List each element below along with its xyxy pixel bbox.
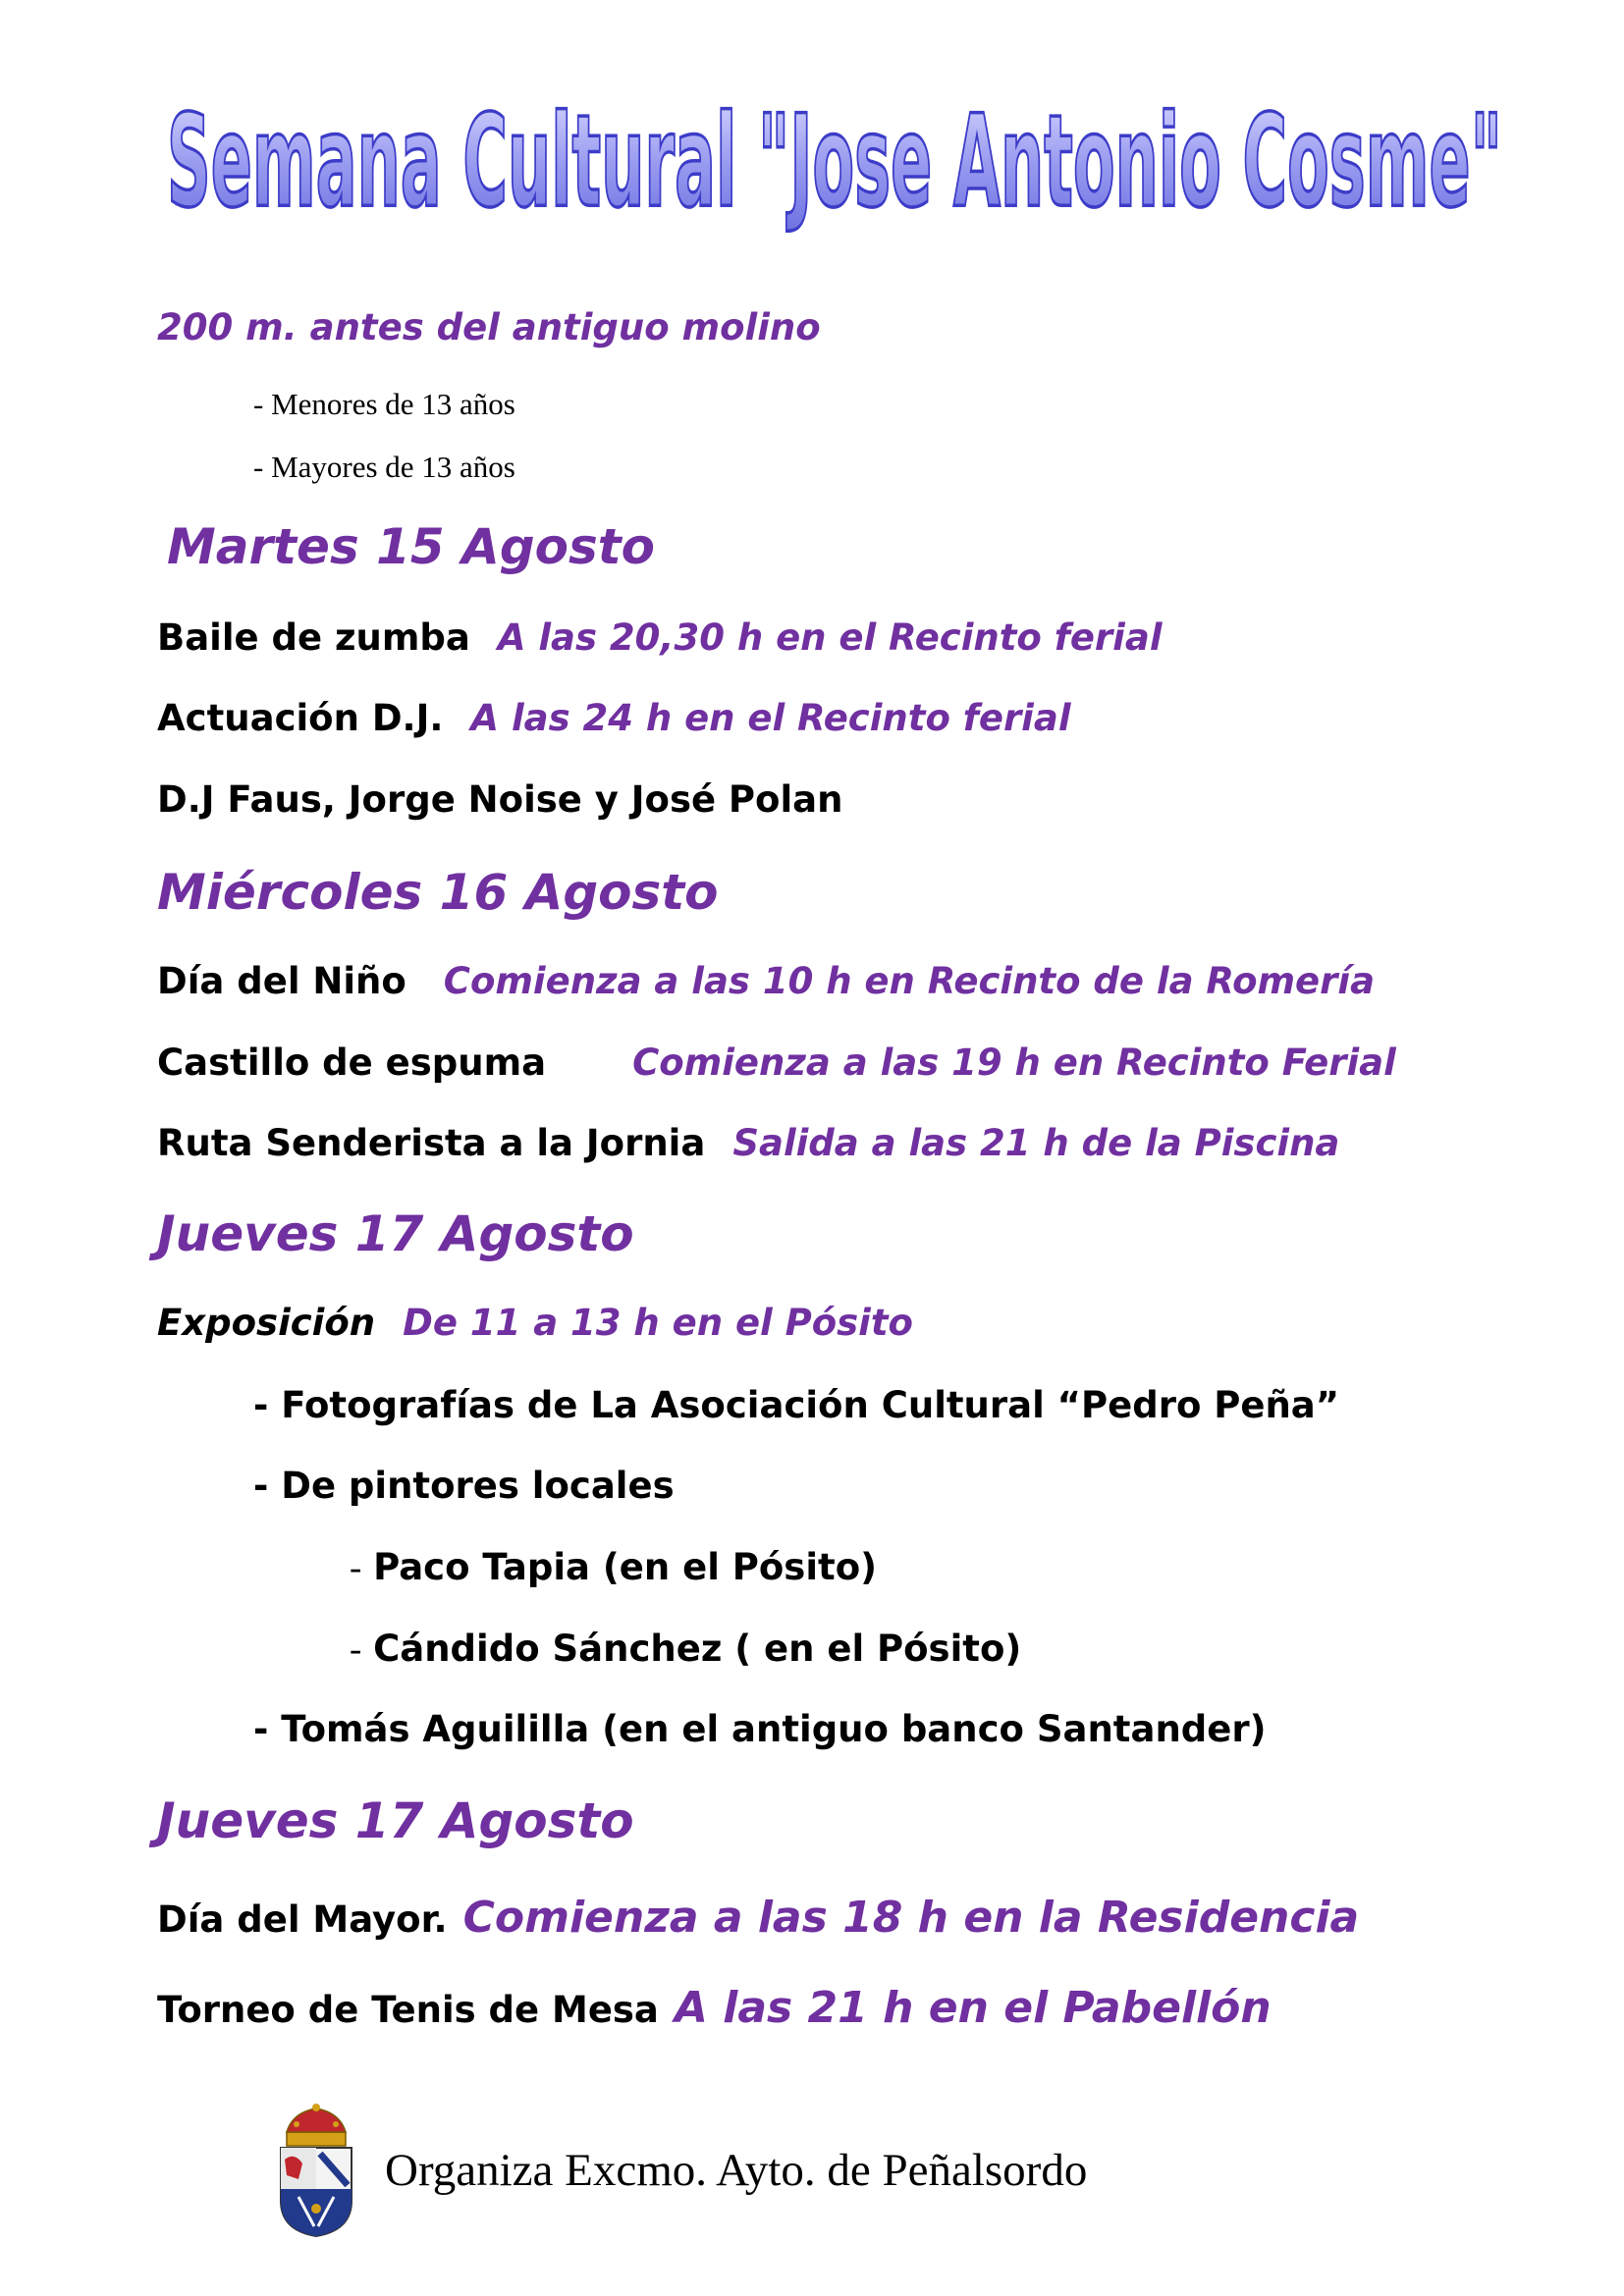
sub-dash: - <box>350 1629 362 1670</box>
page-title <box>157 69 1512 236</box>
painter-name: Cándido Sánchez ( en el Pósito) <box>373 1628 1022 1670</box>
event-detail: Salida a las 21 h de la Piscina <box>732 1122 1340 1164</box>
event-row <box>157 1983 1272 2033</box>
event-row <box>157 616 1163 659</box>
event-detail: De 11 a 13 h en el Pósito <box>403 1302 913 1344</box>
day-heading-miercoles: Miércoles 16 Agosto <box>157 864 719 921</box>
sub-dash: - <box>350 1548 362 1588</box>
exhibit-item: - De pintores locales <box>253 1465 675 1507</box>
event-name: Día del Niño <box>157 960 406 1002</box>
event-detail: Comienza a las 19 h en Recinto Ferial <box>632 1041 1396 1084</box>
event-row <box>157 697 1071 739</box>
intro-item-minors: - Menores de 13 años <box>253 387 515 421</box>
day-heading-jueves-2: Jueves 17 Agosto <box>157 1792 634 1849</box>
event-row <box>157 960 1375 1002</box>
intro-location: 200 m. antes del antiguo molino <box>157 306 821 348</box>
event-row <box>157 1893 1359 1943</box>
event-name: Castillo de espuma <box>157 1041 547 1084</box>
event-detail: A las 24 h en el Recinto ferial <box>470 697 1071 739</box>
exhibit-subitem <box>350 1546 877 1589</box>
event-row <box>157 1122 1339 1164</box>
event-name: Actuación D.J. <box>157 697 444 739</box>
exhibit-subitem <box>350 1628 1021 1671</box>
intro-item-adults: - Mayores de 13 años <box>253 450 515 484</box>
painter-name: Paco Tapia (en el Pósito) <box>373 1546 878 1588</box>
event-detail: Comienza a las 10 h en Recinto de la Romería <box>443 960 1376 1002</box>
title-text: Semana Cultural "Jose Antonio Cosme" <box>167 87 1503 236</box>
event-name: Día del Mayor. <box>157 1898 448 1941</box>
day-heading-martes: Martes 15 Agosto <box>167 518 655 575</box>
exhibit-item: - Tomás Aguililla (en el antiguo banco Santander) <box>253 1708 1267 1750</box>
event-row <box>157 1302 913 1344</box>
exhibit-item: - Fotografías de La Asociación Cultural “Pedro Peña” <box>253 1384 1340 1426</box>
event-row <box>157 778 842 821</box>
event-detail: A las 21 h en el Pabellón <box>674 1983 1272 2033</box>
event-name: Baile de zumba <box>157 616 470 659</box>
event-name: Ruta Senderista a la Jornia <box>157 1122 706 1164</box>
organizer-text: Organiza Excmo. Ayto. de Peñalsordo <box>385 2145 1088 2196</box>
event-detail: A las 20,30 h en el Recinto ferial <box>497 616 1163 659</box>
event-name: D.J Faus, Jorge Noise y José Polan <box>157 778 843 821</box>
event-row <box>157 1041 1396 1084</box>
event-name: Torneo de Tenis de Mesa <box>157 1989 659 2031</box>
event-name: Exposición <box>157 1302 376 1344</box>
event-detail: Comienza a las 18 h en la Residencia <box>462 1893 1360 1943</box>
coat-of-arms-icon <box>273 2103 359 2238</box>
day-heading-jueves: Jueves 17 Agosto <box>157 1205 634 1262</box>
